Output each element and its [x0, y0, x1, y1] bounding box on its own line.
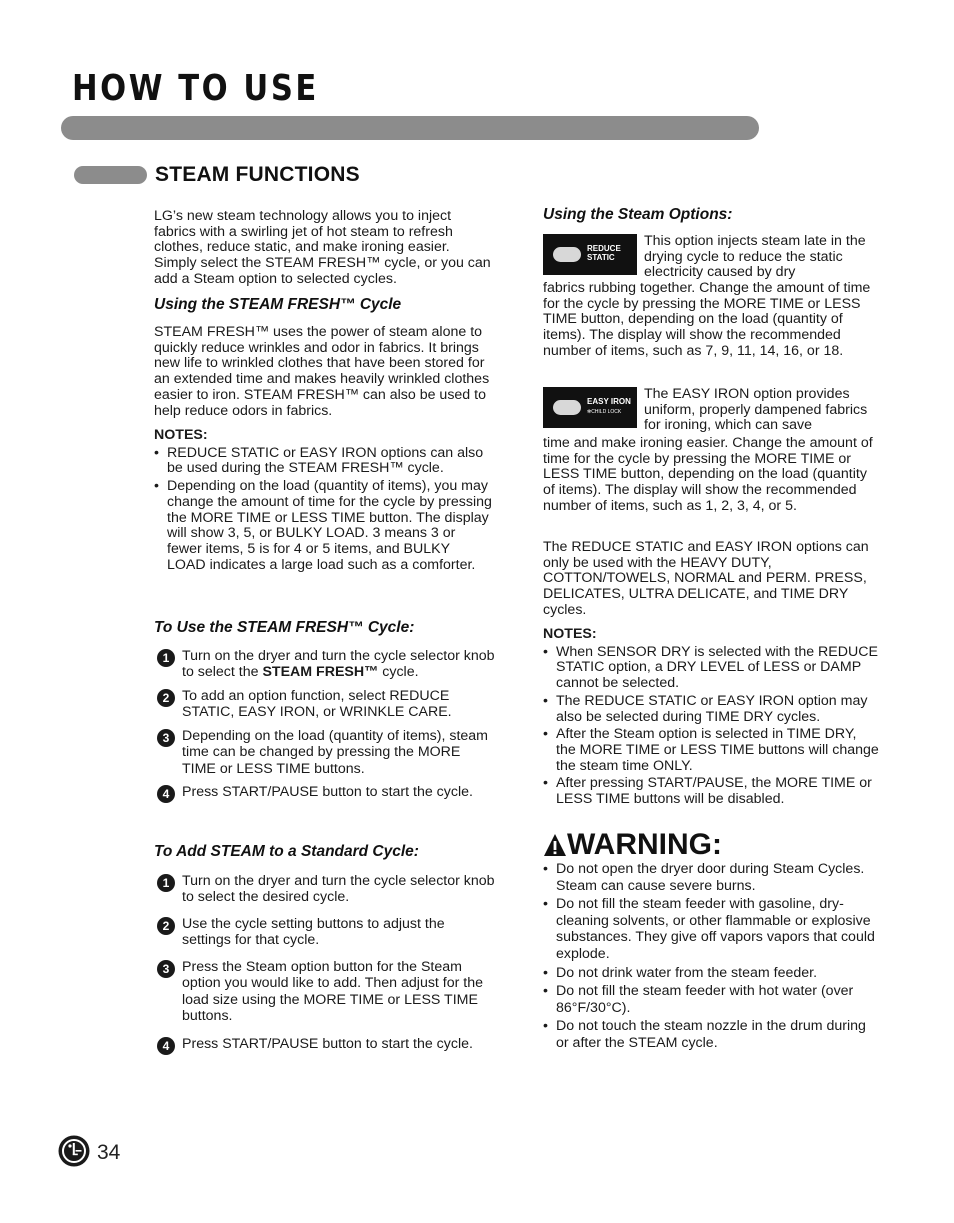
- step-number: 1: [157, 874, 175, 892]
- list-item: • After pressing START/PAUSE, the MORE TIME or LESS TIME buttons will be disabled.: [543, 776, 880, 807]
- intro-text: LG’s new steam technology allows you to inject fabrics with a swirling jet of hot steam to refresh clothes, reduce static, and make ironing easier. Simply select the STEAM FRESH™ cycle, or you can add a Steam option to selected cycles.: [154, 208, 491, 287]
- notes-list: [154, 446, 492, 574]
- step-text: Turn on the dryer and turn the cycle selector knob to select the desired cycle.: [182, 873, 495, 906]
- step-number: 3: [157, 960, 175, 978]
- list-item: • Do not drink water from the steam feeder.: [543, 965, 880, 982]
- button-knob-icon: [553, 247, 581, 262]
- list-item: • REDUCE STATIC or EASY IRON options can also be used during the STEAM FRESH™ cycle.: [154, 446, 492, 477]
- step-number: 4: [157, 1037, 175, 1055]
- page-title: HOW TO USE: [72, 68, 319, 109]
- step-text: Press START/PAUSE button to start the cycle.: [182, 784, 473, 800]
- steam-options-heading: Using the Steam Options:: [543, 206, 733, 223]
- options-compat-paragraph: [543, 540, 880, 619]
- warning-heading: [543, 828, 722, 862]
- warning-list: [543, 861, 880, 1052]
- list-item: • When SENSOR DRY is selected with the REDUCE STATIC option, a DRY LEVEL of LESS or DAMP cannot be selected.: [543, 645, 880, 692]
- list-item: • The REDUCE STATIC or EASY IRON option may also be selected during TIME DRY cycles.: [543, 694, 880, 725]
- step-text: Press the Steam option button for the Steam option you would like to add. Then adjust for the load size using the MORE TIME or LESS TIME buttons.: [182, 959, 484, 1025]
- steam-fresh-text: STEAM FRESH™ uses the power of steam alone to quickly reduce wrinkles and odor in fabrics. It brings new life to wrinkled clothes that have been stored for an extended time and makes heavily wrinkled clothes easier to iron. STEAM FRESH™ can also be used to help reduce odors in fabrics.: [154, 324, 490, 419]
- use-steam-fresh-heading: To Use the STEAM FRESH™ Cycle:: [154, 619, 415, 636]
- step-text: To add an option function, select REDUCE STATIC, EASY IRON, or WRINKLE CARE.: [182, 688, 452, 721]
- child-lock-label: ✻CHILD LOCK: [587, 409, 622, 415]
- warning-icon: [543, 833, 567, 857]
- button-knob-icon: [553, 400, 581, 415]
- easy-iron-text-top: [644, 387, 880, 434]
- step-text: Turn on the dryer and turn the cycle selector knob to select the STEAM FRESH™ cycle.: [182, 648, 495, 681]
- reduce-static-button-image: [543, 234, 637, 275]
- step-number: 2: [157, 917, 175, 935]
- notes-block-left: [154, 428, 492, 575]
- step-number: 3: [157, 729, 175, 747]
- reduce-static-text-cont: fabrics rubbing together. Change the amount of time for the cycle by pressing the MORE TIME or LESS TIME button, depending on the load (quantity of items). The display will show the recommended number of items, such as 7, 9, 11, 14, 16, or 18.: [543, 280, 871, 359]
- title-divider-bar: [61, 116, 759, 140]
- notes-label: NOTES:: [154, 427, 208, 443]
- list-item: • Do not open the dryer door during Steam Cycles. Steam can cause severe burns.: [543, 861, 880, 894]
- lg-logo-icon: [58, 1135, 90, 1167]
- reduce-static-label: REDUCE STATIC: [587, 244, 621, 262]
- step-text: Use the cycle setting buttons to adjust the settings for that cycle.: [182, 916, 445, 949]
- warning-list-block: [543, 861, 880, 1054]
- list-item: • Do not fill the steam feeder with hot water (over 86°F/30°C).: [543, 983, 880, 1016]
- notes-list: [543, 645, 880, 808]
- step-number: 2: [157, 689, 175, 707]
- step-number: 4: [157, 785, 175, 803]
- steam-fresh-description: [154, 325, 492, 419]
- reduce-static-text-top: [644, 234, 880, 281]
- notes-label: NOTES:: [543, 626, 597, 642]
- section-marker: [74, 166, 147, 184]
- step-number: 1: [157, 649, 175, 667]
- section-title: STEAM FUNCTIONS: [155, 163, 360, 186]
- easy-iron-text-cont: time and make ironing easier. Change the amount of time for the cycle by pressing the MORE TIME or LESS TIME button, depending on the load (quantity of items). The display will show the recommended number of items, such as 1, 2, 3, 4, or 5.: [543, 435, 873, 514]
- warning-title: WARNING:: [567, 828, 722, 861]
- easy-iron-label: EASY IRON: [587, 397, 631, 406]
- easy-iron-button-image: [543, 387, 637, 428]
- notes-block-right: [543, 627, 880, 810]
- compat-text: The REDUCE STATIC and EASY IRON options can only be used with the HEAVY DUTY, COTTON/TOWELS, NORMAL and PERM. PRESS, DELICATES, ULTRA DELICATE, and TIME DRY cycles.: [543, 539, 869, 618]
- list-item: • Depending on the load (quantity of items), you may change the amount of time for the cycle by pressing the MORE TIME or LESS TIME button. The display will show 3, 5, or BULKY LOAD. 3 means 3 or fewer items, 5 is for 4 or 5 items, and BULKY LOAD indicates a large load such as a comforter.: [154, 479, 492, 573]
- steam-fresh-heading: Using the STEAM FRESH™ Cycle: [154, 296, 402, 313]
- list-item: • After the Steam option is selected in TIME DRY, the MORE TIME or LESS TIME buttons will change the steam time ONLY.: [543, 727, 880, 774]
- list-item: • Do not fill the steam feeder with gasoline, dry-cleaning solvents, or other flammable or explosive substances. They give off vapors vapors that could explode.: [543, 896, 880, 962]
- step-text: Depending on the load (quantity of items), steam time can be changed by pressing the MORE TIME or LESS TIME buttons.: [182, 728, 488, 777]
- step-text: Press START/PAUSE button to start the cycle.: [182, 1036, 473, 1052]
- page-number: 34: [97, 1141, 121, 1164]
- list-item: • Do not touch the steam nozzle in the drum during or after the STEAM cycle.: [543, 1018, 880, 1051]
- intro-paragraph: [154, 209, 492, 288]
- easy-iron-text: The EASY IRON option provides uniform, properly dampened fabrics for ironing, which can save: [644, 386, 868, 434]
- add-steam-heading: To Add STEAM to a Standard Cycle:: [154, 843, 419, 860]
- reduce-static-text: This option injects steam late in the drying cycle to reduce the static electricity caused by dry: [644, 233, 866, 281]
